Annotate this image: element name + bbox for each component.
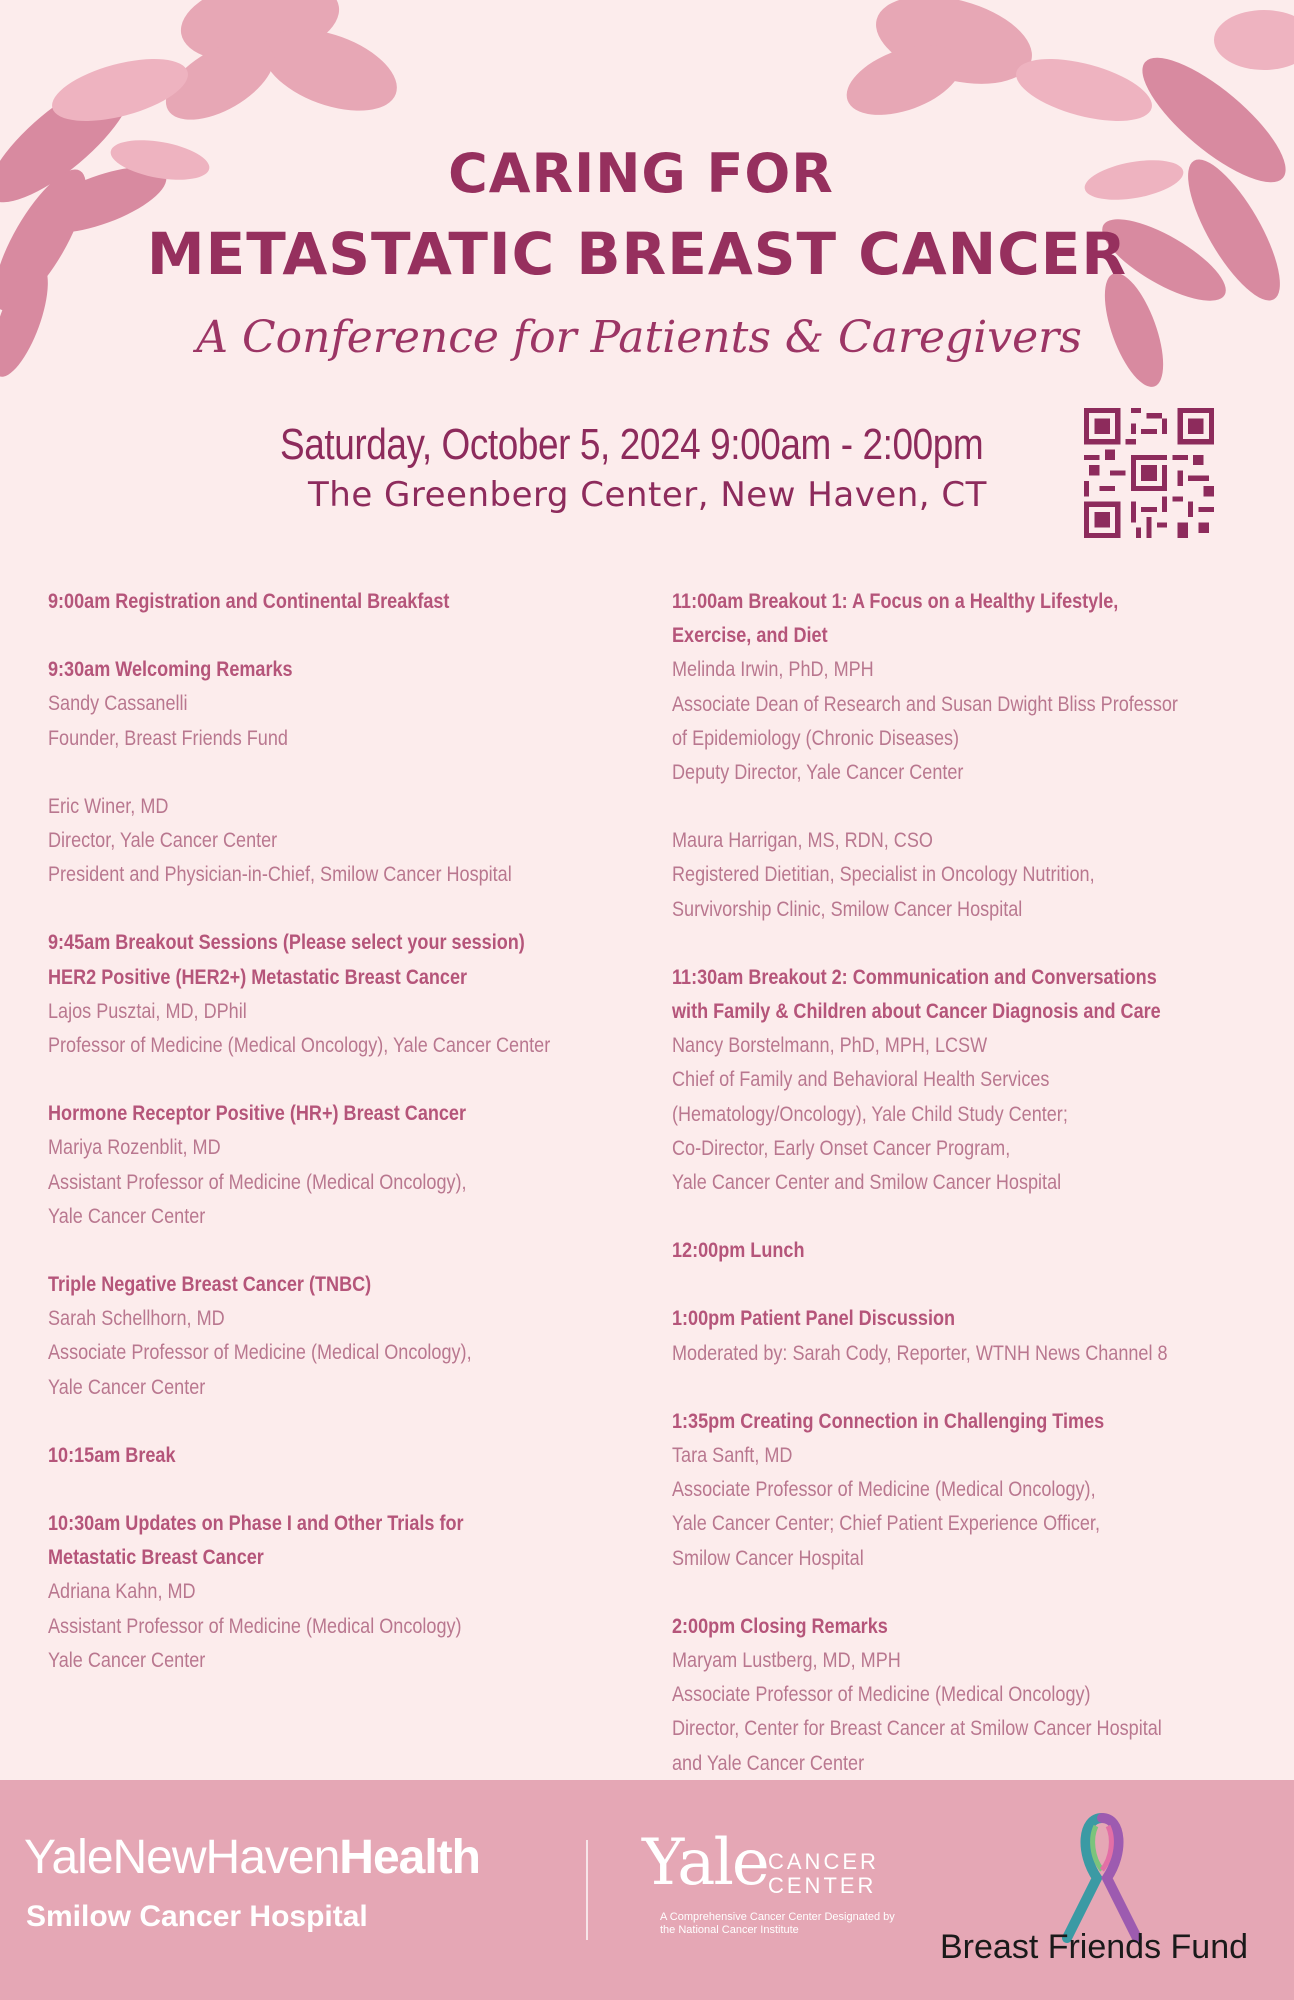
ycc-line2: CENTER	[768, 1873, 877, 1898]
agenda-item	[48, 585, 648, 619]
agenda-heading: Metastatic Breast Cancer	[48, 1546, 264, 1570]
agenda-item	[672, 961, 1272, 1200]
agenda-detail: Tara Sanft, MD	[672, 1444, 793, 1468]
agenda-detail: Yale Cancer Center	[48, 1375, 206, 1399]
agenda-detail: Director, Center for Breast Cancer at Smilow Cancer Hospital	[672, 1717, 1162, 1741]
agenda-heading: HER2 Positive (HER2+) Metastatic Breast Cancer	[48, 965, 468, 989]
agenda-item	[672, 585, 1272, 790]
agenda-item	[48, 1439, 648, 1473]
agenda-item	[672, 1234, 1272, 1268]
agenda-heading: Triple Negative Breast Cancer (TNBC)	[48, 1273, 372, 1297]
agenda-heading: Hormone Receptor Positive (HR+) Breast Cancer	[48, 1102, 467, 1126]
agenda-detail: Professor of Medicine (Medical Oncology), Yale Cancer Center	[48, 1034, 551, 1058]
agenda-detail: Associate Professor of Medicine (Medical Oncology),	[672, 1478, 1096, 1502]
agenda-heading: 10:30am Updates on Phase I and Other Trials for	[48, 1512, 464, 1536]
agenda-detail: Founder, Breast Friends Fund	[48, 726, 288, 750]
agenda-detail: President and Physician-in-Chief, Smilow Cancer Hospital	[48, 863, 512, 887]
agenda-detail: Sandy Cassanelli	[48, 692, 188, 716]
agenda-detail: Adriana Kahn, MD	[48, 1580, 196, 1604]
agenda-detail: Melinda Irwin, PhD, MPH	[672, 658, 874, 682]
agenda-heading: 9:30am Welcoming Remarks	[48, 658, 293, 682]
agenda-detail: Maura Harrigan, MS, RDN, CSO	[672, 829, 933, 853]
agenda-detail: and Yale Cancer Center	[672, 1751, 865, 1775]
yale-logo-word[interactable]: Yale	[642, 1826, 768, 1900]
agenda-item	[48, 1507, 648, 1678]
agenda-item	[672, 1302, 1272, 1370]
agenda-heading: 1:00pm Patient Panel Discussion	[672, 1307, 956, 1331]
agenda-heading: 9:00am Registration and Continental Breakfast	[48, 590, 450, 613]
agenda-detail: (Hematology/Oncology), Yale Child Study Center;	[672, 1102, 1068, 1126]
agenda-item	[672, 1405, 1272, 1576]
agenda-detail: Registered Dietitian, Specialist in Oncology Nutrition,	[672, 863, 1095, 887]
ycc-logo-text	[768, 1850, 879, 1898]
agenda-item	[672, 1610, 1272, 1781]
agenda-heading: Exercise, and Diet	[672, 624, 828, 648]
agenda-detail: Associate Professor of Medicine (Medical Oncology),	[48, 1341, 472, 1365]
agenda-detail: of Epidemiology (Chronic Diseases)	[672, 726, 960, 750]
smilow-label: Smilow Cancer Hospital	[26, 1900, 368, 1933]
footer-divider	[586, 1840, 588, 1940]
agenda-detail: Associate Dean of Research and Susan Dwight Bliss Professor	[672, 692, 1178, 716]
bff-logo-text: Breast Friends Fund	[940, 1928, 1249, 1966]
page-title-line1: CARING FOR	[448, 142, 834, 205]
agenda-detail: Moderated by: Sarah Cody, Reporter, WTNH News Channel 8	[672, 1341, 1168, 1365]
agenda-detail: Co-Director, Early Onset Cancer Program,	[672, 1136, 1011, 1160]
event-venue: The Greenberg Center, New Haven, CT	[308, 475, 987, 515]
ynhh-logo[interactable]	[24, 1830, 480, 1885]
agenda-detail: Maryam Lustberg, MD, MPH	[672, 1649, 901, 1673]
agenda-left-column	[48, 585, 648, 1712]
agenda-item	[48, 1097, 648, 1234]
ynhh-logo-light: YaleNewHaven	[24, 1831, 340, 1884]
agenda-detail: Mariya Rozenblit, MD	[48, 1136, 221, 1160]
agenda-detail: Chief of Family and Behavioral Health Services	[672, 1068, 1050, 1092]
agenda-heading: 11:00am Breakout 1: A Focus on a Healthy Lifestyle,	[672, 590, 1119, 613]
agenda-detail: Director, Yale Cancer Center	[48, 829, 278, 853]
ycc-tagline: A Comprehensive Cancer Center Designated by the National Cancer Institute	[660, 1911, 895, 1936]
agenda-heading: 1:35pm Creating Connection in Challenging Times	[672, 1409, 1105, 1433]
agenda-detail: Yale Cancer Center	[48, 1204, 206, 1228]
agenda-detail: Yale Cancer Center; Chief Patient Experience Officer,	[672, 1512, 1100, 1536]
agenda-right-column	[672, 585, 1272, 1815]
agenda-heading: 10:15am Break	[48, 1443, 176, 1467]
agenda-item	[672, 824, 1272, 927]
agenda-detail: Lajos Pusztai, MD, DPhil	[48, 999, 247, 1023]
agenda-heading: with Family & Children about Cancer Diagnosis and Care	[672, 1000, 1161, 1024]
qr-code-icon[interactable]	[1084, 408, 1214, 538]
agenda-heading: 11:30am Breakout 2: Communication and Conversations	[672, 965, 1157, 989]
agenda-detail: Nancy Borstelmann, PhD, MPH, LCSW	[672, 1034, 988, 1058]
page-subtitle: A Conference for Patients & Caregivers	[196, 312, 1082, 363]
agenda-item	[48, 653, 648, 756]
page-title-line2: METASTATIC BREAST CANCER	[146, 220, 1128, 288]
agenda-heading: 9:45am Breakout Sessions (Please select your session)	[48, 931, 525, 955]
agenda-detail: Yale Cancer Center	[48, 1648, 206, 1672]
agenda-detail: Sarah Schellhorn, MD	[48, 1307, 225, 1331]
event-date: Saturday, October 5, 2024 9:00am - 2:00pm	[280, 420, 984, 469]
agenda-detail: Survivorship Clinic, Smilow Cancer Hospital	[672, 897, 1023, 921]
agenda-item	[48, 1268, 648, 1405]
agenda-heading: 2:00pm Closing Remarks	[672, 1614, 888, 1638]
awareness-ribbon-icon	[1052, 1808, 1152, 1948]
agenda-detail: Assistant Professor of Medicine (Medical Oncology)	[48, 1614, 462, 1638]
agenda-detail: Smilow Cancer Hospital	[672, 1546, 864, 1570]
agenda-detail: Assistant Professor of Medicine (Medical Oncology),	[48, 1170, 467, 1194]
agenda-detail: Deputy Director, Yale Cancer Center	[672, 761, 964, 785]
agenda-heading: 12:00pm Lunch	[672, 1239, 805, 1263]
ynhh-logo-bold: Health	[339, 1831, 480, 1884]
agenda-item	[48, 790, 648, 893]
ycc-line1: CANCER	[768, 1849, 879, 1874]
agenda-item	[48, 926, 648, 1063]
agenda-detail: Yale Cancer Center and Smilow Cancer Hospital	[672, 1171, 1062, 1195]
agenda-detail: Associate Professor of Medicine (Medical Oncology)	[672, 1683, 1091, 1707]
agenda-detail: Eric Winer, MD	[48, 794, 169, 818]
